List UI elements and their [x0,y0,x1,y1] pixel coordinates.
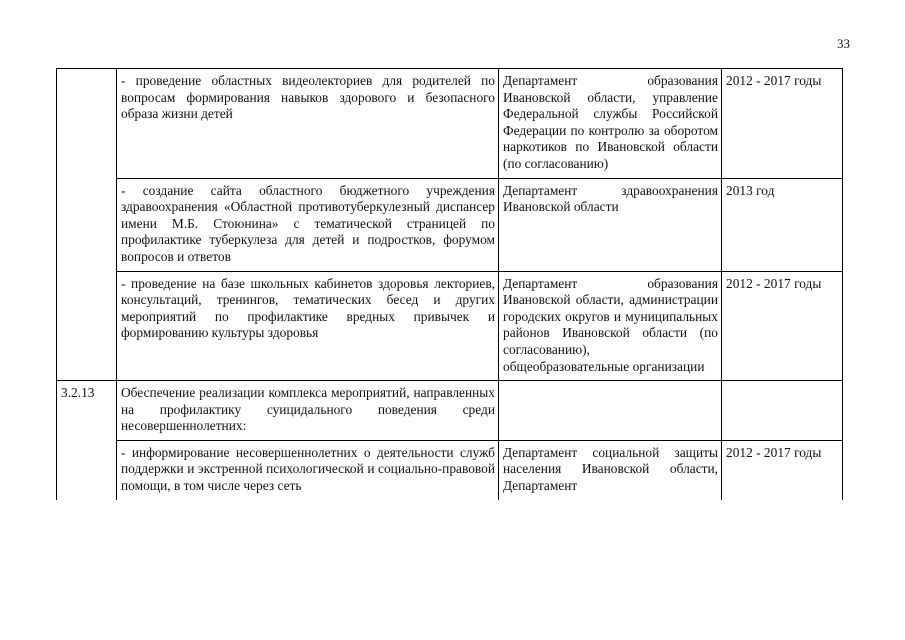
term-cell: 2012 - 2017 годы [722,440,843,499]
responsible-cell: Департамент образования Ивановской области, администрации городских округов и муниципальных районов Ивановской области (по согласованию), общеобразовательные организации [499,271,722,381]
table-row [57,69,843,179]
table-row [57,381,843,441]
row-number [57,178,117,271]
table-row [57,178,843,271]
responsible-cell: Департамент образования Ивановской области, управление Федеральной службы Российской Федерации по контролю за оборотом наркотиков по Ивановской области (по согласованию) [499,69,722,179]
table-row [57,440,843,499]
row-number [57,440,117,499]
term-cell [722,381,843,441]
row-number: 3.2.13 [57,381,117,441]
activity-cell: Обеспечение реализации комплекса мероприятий, направленных на профилактику суицидального поведения среди несовершеннолетних: [117,381,499,441]
row-number [57,271,117,381]
responsible-cell [499,381,722,441]
page-number: 33 [837,36,850,51]
activities-table [56,68,843,500]
responsible-cell: Департамент социальной защиты населения Ивановской области, Департамент [499,440,722,499]
row-number [57,69,117,179]
activity-cell: - информирование несовершеннолетних о деятельности служб поддержки и экстренной психологической и социально-правовой помощи, в том числе через сеть [117,440,499,499]
term-cell: 2012 - 2017 годы [722,271,843,381]
responsible-cell: Департамент здравоохранения Ивановской области [499,178,722,271]
activity-cell: - проведение областных видеолекториев для родителей по вопросам формирования навыков здорового и безопасного образа жизни детей [117,69,499,179]
activity-cell: - проведение на базе школьных кабинетов здоровья лекториев, консультаций, тренингов, тематических бесед и других мероприятий по профилактике вредных привычек и формированию культуры здоровья [117,271,499,381]
table-row [57,271,843,381]
activity-cell: - создание сайта областного бюджетного учреждения здравоохранения «Областной противотуберкулезный диспансер имени М.Б. Стоюнина» с тематической страницей по профилактике туберкулеза для детей и подростков, форумом вопросов и ответов [117,178,499,271]
term-cell: 2013 год [722,178,843,271]
term-cell: 2012 - 2017 годы [722,69,843,179]
